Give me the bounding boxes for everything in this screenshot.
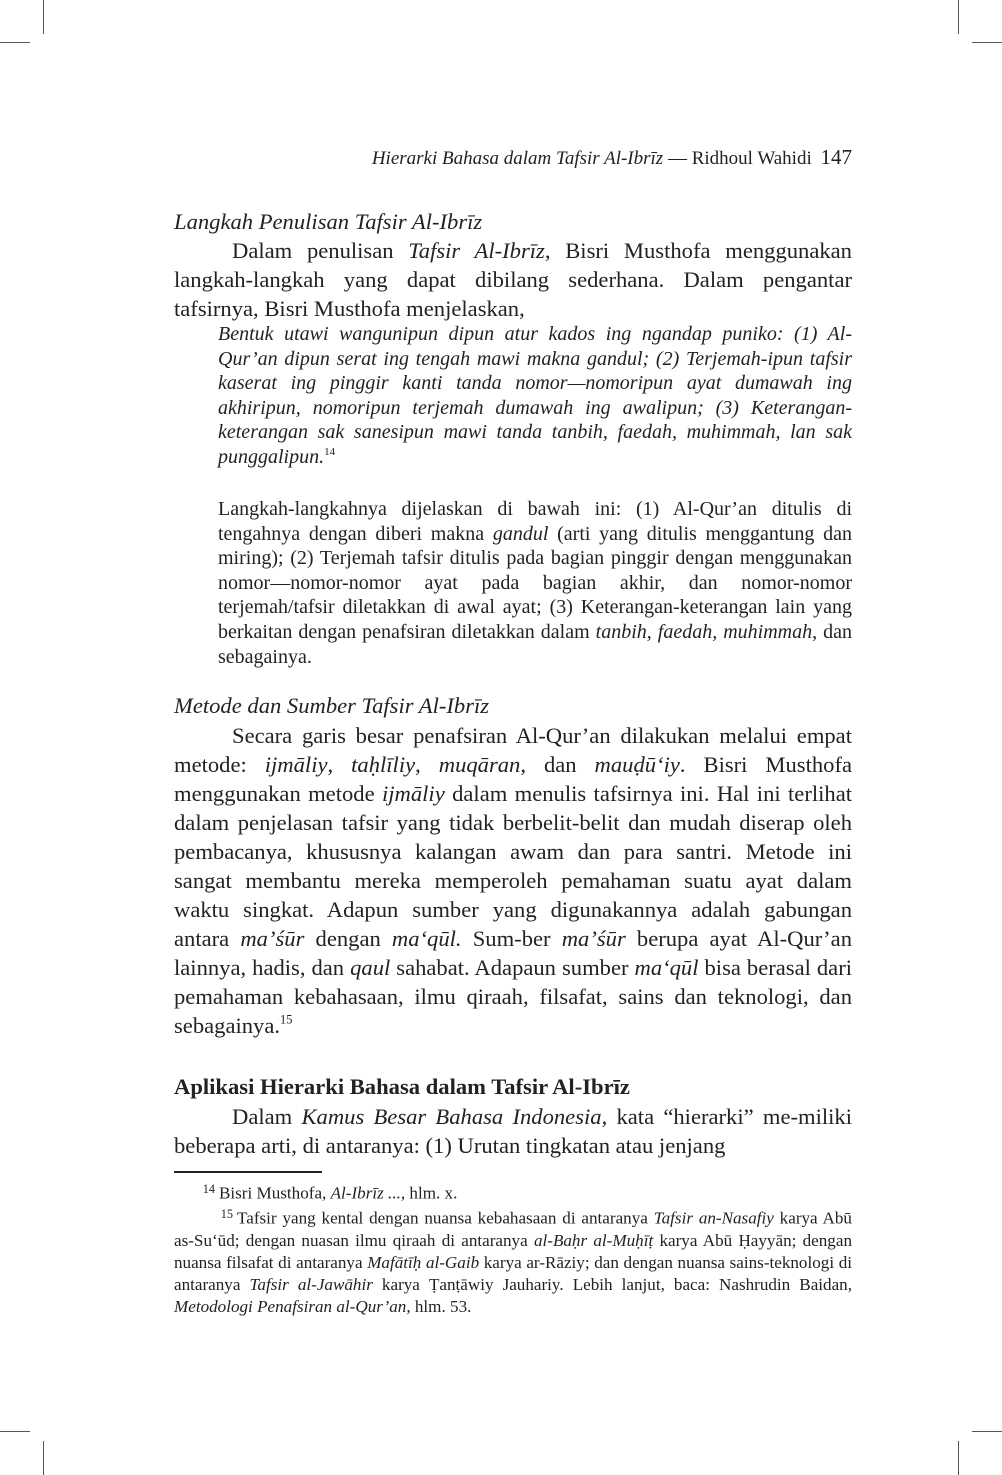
crop-mark: [958, 1441, 959, 1475]
running-head-title: Hierarki Bahasa dalam Tafsir Al-Ibrīz: [371, 148, 664, 169]
text-span: , dan sebagainya.: [218, 620, 852, 668]
text-span: Secara garis besar penafsiran Al-Qur’an dilakukan melalui empat metode:: [174, 723, 852, 777]
text-span: karya Abū Ḥayyān; dengan nuansa filsafat di antaranya: [174, 1230, 852, 1272]
italic-term: muqāran: [438, 752, 521, 777]
running-head-author: Ridhoul Wahidi: [691, 148, 812, 169]
text-span: , Bisri Musthofa menggunakan langkah-langkah yang dapat dibilang sederhana. Dalam pengantar tafsirnya, Bisri Musthofa menjelaskan,: [174, 238, 852, 321]
crop-mark: [0, 1431, 30, 1432]
italic-term: qaul: [350, 955, 391, 980]
crop-mark: [972, 1431, 1002, 1432]
text-span: sahabat. Adapaun sumber: [390, 955, 635, 980]
text-span: dengan: [304, 926, 392, 951]
italic-span: al-Baḥr al-Muḥīṭ: [533, 1230, 654, 1250]
crop-mark: [958, 0, 959, 34]
footnotes: [174, 1179, 852, 1318]
text-span: berupa ayat Al-Qur’an lainnya, hadis, dan: [174, 926, 852, 980]
footnote-ref-14: 14: [324, 445, 336, 458]
italic-span: Tafsir al-Jawāhir: [249, 1274, 373, 1294]
footnote-ref-15: 15: [280, 1012, 293, 1027]
text-span: Sum-ber: [461, 926, 562, 951]
crop-mark: [0, 42, 30, 43]
text-span: hlm. x.: [405, 1183, 458, 1203]
italic-span: Al-Ibrīz ...,: [330, 1183, 406, 1203]
crop-mark: [972, 42, 1002, 43]
text-span: hlm. 53.: [410, 1296, 472, 1316]
italic-term: ma‘qūl: [634, 955, 699, 980]
text-span: . Bisri Musthofa menggunakan metode: [174, 752, 852, 806]
footnote-number: 15: [220, 1207, 233, 1222]
italic-span: tanbih, faedah, muhimmah: [595, 620, 813, 643]
italic-span: Mafātīḥ al-Gaib: [367, 1252, 480, 1272]
paragraph-langkah-intro: [174, 236, 852, 323]
section-heading-aplikasi: Aplikasi Hierarki Bahasa dalam Tafsir Al-Ibrīz: [174, 1074, 630, 1099]
text-span: karya Ṭanṭāwiy Jauhariy. Lebih lanjut, baca: Nashrudin Baidan,: [372, 1274, 852, 1294]
quote-text: Bentuk utawi wangunipun dipun atur kados ing ngandap puniko: (1) Al-Qur’an dipun serat ing tengah mawi makna gandul; (2) Terjemah-ipun tafsir kaserat ing pinggir kanti tanda nomor—nomoripun ayat dumawah ing akhiripun, nomoripun terjemah dumawah ing awalipun; (3) Keterangan-keterangan sak sanesipun mawi tanda tanbih, faedah, muhimmah, lan sak punggalipun.: [218, 323, 852, 468]
italic-span: Tafsir Al-Ibrīz: [408, 238, 545, 263]
paragraph-langkah-explained: [218, 497, 852, 669]
footnote-15: [174, 1204, 852, 1317]
italic-span: Tafsir an-Nasafiy: [653, 1208, 774, 1228]
italic-term: ma’śūr: [561, 926, 626, 951]
italic-term: ijmāliy: [381, 781, 445, 806]
section-heading-langkah: Langkah Penulisan Tafsir Al-Ibrīz: [174, 209, 483, 234]
text-span: Dalam: [232, 1104, 302, 1129]
block-quote: [218, 322, 852, 470]
text-span: karya ar-Rāziy; dan dengan nuansa sains-teknologi di antaranya: [174, 1252, 853, 1294]
italic-term: mauḍū‘iy: [594, 752, 680, 777]
text-span: ,: [327, 752, 352, 777]
text-span: bisa berasal dari pemahaman kebahasaan, ilmu qiraah, filsafat, sains dan teknologi, dan sebagainya.: [174, 955, 852, 1038]
footnote-14: [174, 1179, 852, 1204]
text-span: karya Abū as-Su‘ūd; dengan nuasan ilmu qiraah di antaranya: [174, 1208, 852, 1250]
text-span: , kata “hierarki” me-miliki beberapa arti, di antaranya: (1) Urutan tingkatan atau jenjang: [174, 1104, 852, 1158]
footnote-rule: [174, 1171, 322, 1173]
paragraph-aplikasi: [174, 1102, 852, 1160]
text-span: Bisri Musthofa,: [219, 1183, 331, 1203]
italic-span: Kamus Besar Bahasa Indonesia: [301, 1104, 602, 1129]
page-number: 147: [820, 145, 852, 169]
text-span: , dan: [520, 752, 595, 777]
section-heading-metode: Metode dan Sumber Tafsir Al-Ibrīz: [174, 693, 490, 718]
italic-term: taḥlīliy: [351, 752, 416, 777]
text-span: Langkah-langkahnya dijelaskan di bawah ini: (1) Al-Qur’an ditulis di tengahnya dengan diberi makna: [218, 498, 852, 545]
text-span: Tafsir yang kental dengan nuansa kebahasaan di antaranya: [237, 1208, 654, 1228]
running-head: [174, 145, 852, 170]
italic-term: ijmāliy: [264, 752, 328, 777]
text-span: ,: [415, 752, 439, 777]
text-span: Dalam penulisan: [232, 238, 409, 263]
italic-term: ma’śūr: [240, 926, 305, 951]
italic-term: ma‘qūl.: [391, 926, 462, 951]
text-span: dalam menulis tafsirnya ini. Hal ini terlihat dalam penjelasan tafsir yang tidak berbelit-belit dan mudah diserap oleh pembacanya, khususnya kalangan awam dan para santri. Metode ini sangat membantu mereka memperoleh pemahaman suatu ayat dalam waktu singkat. Adapun sumber yang digunakannya adalah gabungan antara: [174, 781, 852, 951]
crop-mark: [43, 0, 44, 34]
paragraph-metode: [174, 721, 852, 1040]
italic-span: gandul: [492, 522, 549, 545]
running-head-dash: —: [663, 148, 692, 169]
text-span: (arti yang ditulis menggantung dan miring); (2) Terjemah tafsir ditulis pada bagian pinggir dengan menggunakan nomor—nomor-nomor ayat pada bagian akhir, dan nomor-nomor terjemah/tafsir diletakkan di awal ayat; (3) Keterangan-keterangan lain yang berkaitan dengan penafsiran diletakkan dalam: [218, 522, 852, 643]
footnote-number: 14: [202, 1182, 215, 1196]
crop-mark: [43, 1441, 44, 1475]
italic-span: Metodologi Penafsiran al-Qur’an,: [174, 1296, 411, 1316]
